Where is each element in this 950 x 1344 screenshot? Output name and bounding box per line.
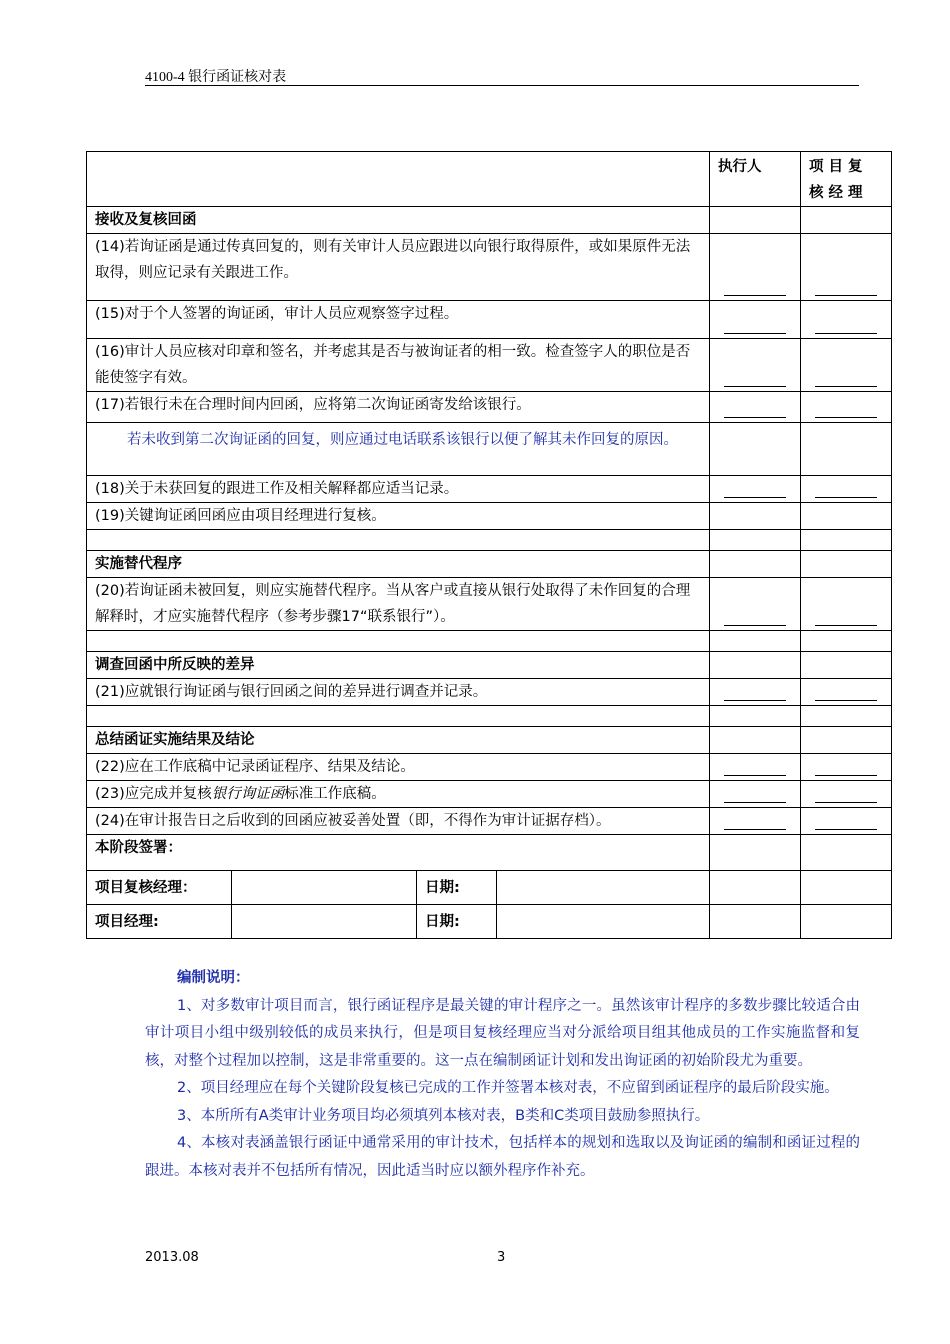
executor-signature-line[interactable]	[710, 301, 801, 339]
manager-date-field[interactable]	[497, 905, 710, 939]
procedure-text: (17)若银行未在合理时间内回函，应将第二次询证函寄发给该银行。	[87, 392, 710, 423]
date-label: 日期:	[417, 905, 497, 939]
table-row	[87, 339, 892, 392]
footer-date: 2013.08	[145, 1250, 199, 1265]
manager-sign-row	[87, 905, 892, 939]
reviewer-cell	[801, 871, 892, 905]
executor-cell	[710, 727, 801, 754]
procedure-text: (18)关于未获回复的跟进工作及相关解释都应适当记录。	[87, 476, 710, 503]
table-header-row	[87, 152, 892, 207]
reviewer-signature-line[interactable]	[801, 781, 892, 808]
procedure-text: (20)若询证函未被回复，则应实施替代程序。当从客户或直接从银行处取得了未作回复的合理解释时，才应实施替代程序（参考步骤17“联系银行”）。	[87, 578, 710, 631]
executor-signature-line[interactable]	[710, 679, 801, 706]
spacer-row	[87, 530, 892, 551]
table-row	[87, 392, 892, 423]
procedure-text: (21)应就银行询证函与银行回函之间的差异进行调查并记录。	[87, 679, 710, 706]
procedure-text: (24)在审计报告日之后收到的回函应被妥善处置（即，不得作为审计证据存档）。	[87, 808, 710, 835]
blank-cell	[87, 706, 710, 727]
stage-signature-row	[87, 835, 892, 871]
procedure-text: (14)若询证函是通过传真回复的，则有关审计人员应跟进以向银行取得原件，或如果原件无法取得，则应记录有关跟进工作。	[87, 234, 710, 301]
executor-signature-line[interactable]	[710, 781, 801, 808]
executor-cell	[710, 706, 801, 727]
executor-cell	[710, 530, 801, 551]
reviewer-cell	[801, 727, 892, 754]
reviewer-cell	[801, 207, 892, 234]
preparation-notes	[145, 965, 860, 1185]
blank-cell	[87, 631, 710, 652]
table-row	[87, 423, 892, 476]
reviewer-sign-row	[87, 871, 892, 905]
manager-name-field[interactable]	[232, 905, 417, 939]
reviewer-cell	[801, 423, 892, 476]
reviewer-signature-line[interactable]	[801, 392, 892, 423]
executor-signature-line[interactable]	[710, 578, 801, 631]
table-row	[87, 234, 892, 301]
reviewer-signature-line[interactable]	[801, 339, 892, 392]
note-item: 4、本核对表涵盖银行函证中通常采用的审计技术，包括样本的规划和选取以及询证函的编制和函证过程的跟进。本核对表并不包括所有情况，因此适当时应以额外程序作补充。	[145, 1135, 860, 1179]
reviewer-signature-line[interactable]	[801, 754, 892, 781]
executor-signature-line[interactable]	[710, 392, 801, 423]
reviewer-name-field[interactable]	[232, 871, 417, 905]
reviewer-cell	[801, 551, 892, 578]
section-title: 实施替代程序	[87, 551, 710, 578]
procedure-text: (19)关键询证函回函应由项目经理进行复核。	[87, 503, 710, 530]
executor-cell	[710, 631, 801, 652]
executor-cell	[710, 652, 801, 679]
section-row	[87, 727, 892, 754]
procedure-text: (15)对于个人签署的询证函，审计人员应观察签字过程。	[87, 301, 710, 339]
reviewer-cell	[801, 706, 892, 727]
reviewer-cell	[801, 631, 892, 652]
executor-signature-line[interactable]	[710, 476, 801, 503]
executor-signature-line[interactable]	[710, 754, 801, 781]
stage-signature-label: 本阶段签署：	[87, 835, 710, 871]
reviewer-column-header: 项目复核经理	[801, 152, 892, 207]
executor-cell	[710, 503, 801, 530]
reviewer-signature-line[interactable]	[801, 679, 892, 706]
executor-cell	[710, 905, 801, 939]
executor-cell	[710, 207, 801, 234]
spacer-row	[87, 631, 892, 652]
section-title: 调查回函中所反映的差异	[87, 652, 710, 679]
reviewer-cell	[801, 503, 892, 530]
executor-cell	[710, 551, 801, 578]
section-row	[87, 551, 892, 578]
executor-column-header: 执行人	[710, 152, 801, 207]
document-header: 4100-4 银行函证核对表	[145, 70, 287, 85]
date-label: 日期:	[417, 871, 497, 905]
header-rule	[145, 85, 859, 86]
manager-label: 项目经理:	[87, 905, 232, 939]
table-row	[87, 301, 892, 339]
header-blank-cell	[87, 152, 710, 207]
checklist-table	[86, 151, 892, 939]
reviewer-label: 项目复核经理：	[87, 871, 232, 905]
procedure-text-start: (23)应完成并复核	[95, 786, 212, 802]
reviewer-signature-line[interactable]	[801, 301, 892, 339]
spacer-row	[87, 706, 892, 727]
executor-cell	[710, 871, 801, 905]
page-number: 3	[497, 1250, 506, 1265]
table-row	[87, 476, 892, 503]
reviewer-cell	[801, 835, 892, 871]
section-title: 接收及复核回函	[87, 207, 710, 234]
reviewer-cell	[801, 652, 892, 679]
procedure-text-end: 标准工作底稿。	[284, 786, 386, 802]
executor-signature-line[interactable]	[710, 339, 801, 392]
reviewer-signature-line[interactable]	[801, 234, 892, 301]
procedure-text: (22)应在工作底稿中记录函证程序、结果及结论。	[87, 754, 710, 781]
executor-signature-line[interactable]	[710, 234, 801, 301]
reviewer-cell	[801, 905, 892, 939]
executor-cell	[710, 835, 801, 871]
executor-signature-line[interactable]	[710, 808, 801, 835]
reviewer-date-field[interactable]	[497, 871, 710, 905]
section-title: 总结函证实施结果及结论	[87, 727, 710, 754]
table-row	[87, 679, 892, 706]
note-item: 3、本所所有A类审计业务项目均必须填列本核对表，B类和C类项目鼓励参照执行。	[177, 1107, 710, 1124]
procedure-text: (16)审计人员应核对印章和签名，并考虑其是否与被询证者的相一致。检查签字人的职位是否能使签字有效。	[87, 339, 710, 392]
reviewer-signature-line[interactable]	[801, 476, 892, 503]
table-row	[87, 754, 892, 781]
note-item: 1、对多数审计项目而言，银行函证程序是最关键的审计程序之一。虽然该审计程序的多数步骤比较适合由审计项目小组中级别较低的成员来执行，但是项目复核经理应当对分派给项目组其他成员的工作实施监督和复核，对整个过程加以控制，这是非常重要的。这一点在编制函证计划和发出询证函的初始阶段尤为重要。	[145, 997, 860, 1069]
blank-cell	[87, 530, 710, 551]
table-row	[87, 781, 892, 808]
workpaper-name: 银行询证函	[211, 786, 285, 802]
executor-cell	[710, 423, 801, 476]
section-row	[87, 207, 892, 234]
note-item: 2、项目经理应在每个关键阶段复核已完成的工作并签署本核对表，不应留到函证程序的最后阶段实施。	[177, 1080, 839, 1096]
reviewer-signature-line[interactable]	[801, 808, 892, 835]
notes-title: 编制说明：	[177, 970, 250, 986]
procedure-note: 若未收到第二次询证函的回复，则应通过电话联系该银行以便了解其未作回复的原因。	[87, 423, 710, 476]
table-row	[87, 808, 892, 835]
reviewer-cell	[801, 530, 892, 551]
reviewer-signature-line[interactable]	[801, 578, 892, 631]
table-row	[87, 578, 892, 631]
procedure-text	[87, 781, 710, 808]
section-row	[87, 652, 892, 679]
table-row	[87, 503, 892, 530]
